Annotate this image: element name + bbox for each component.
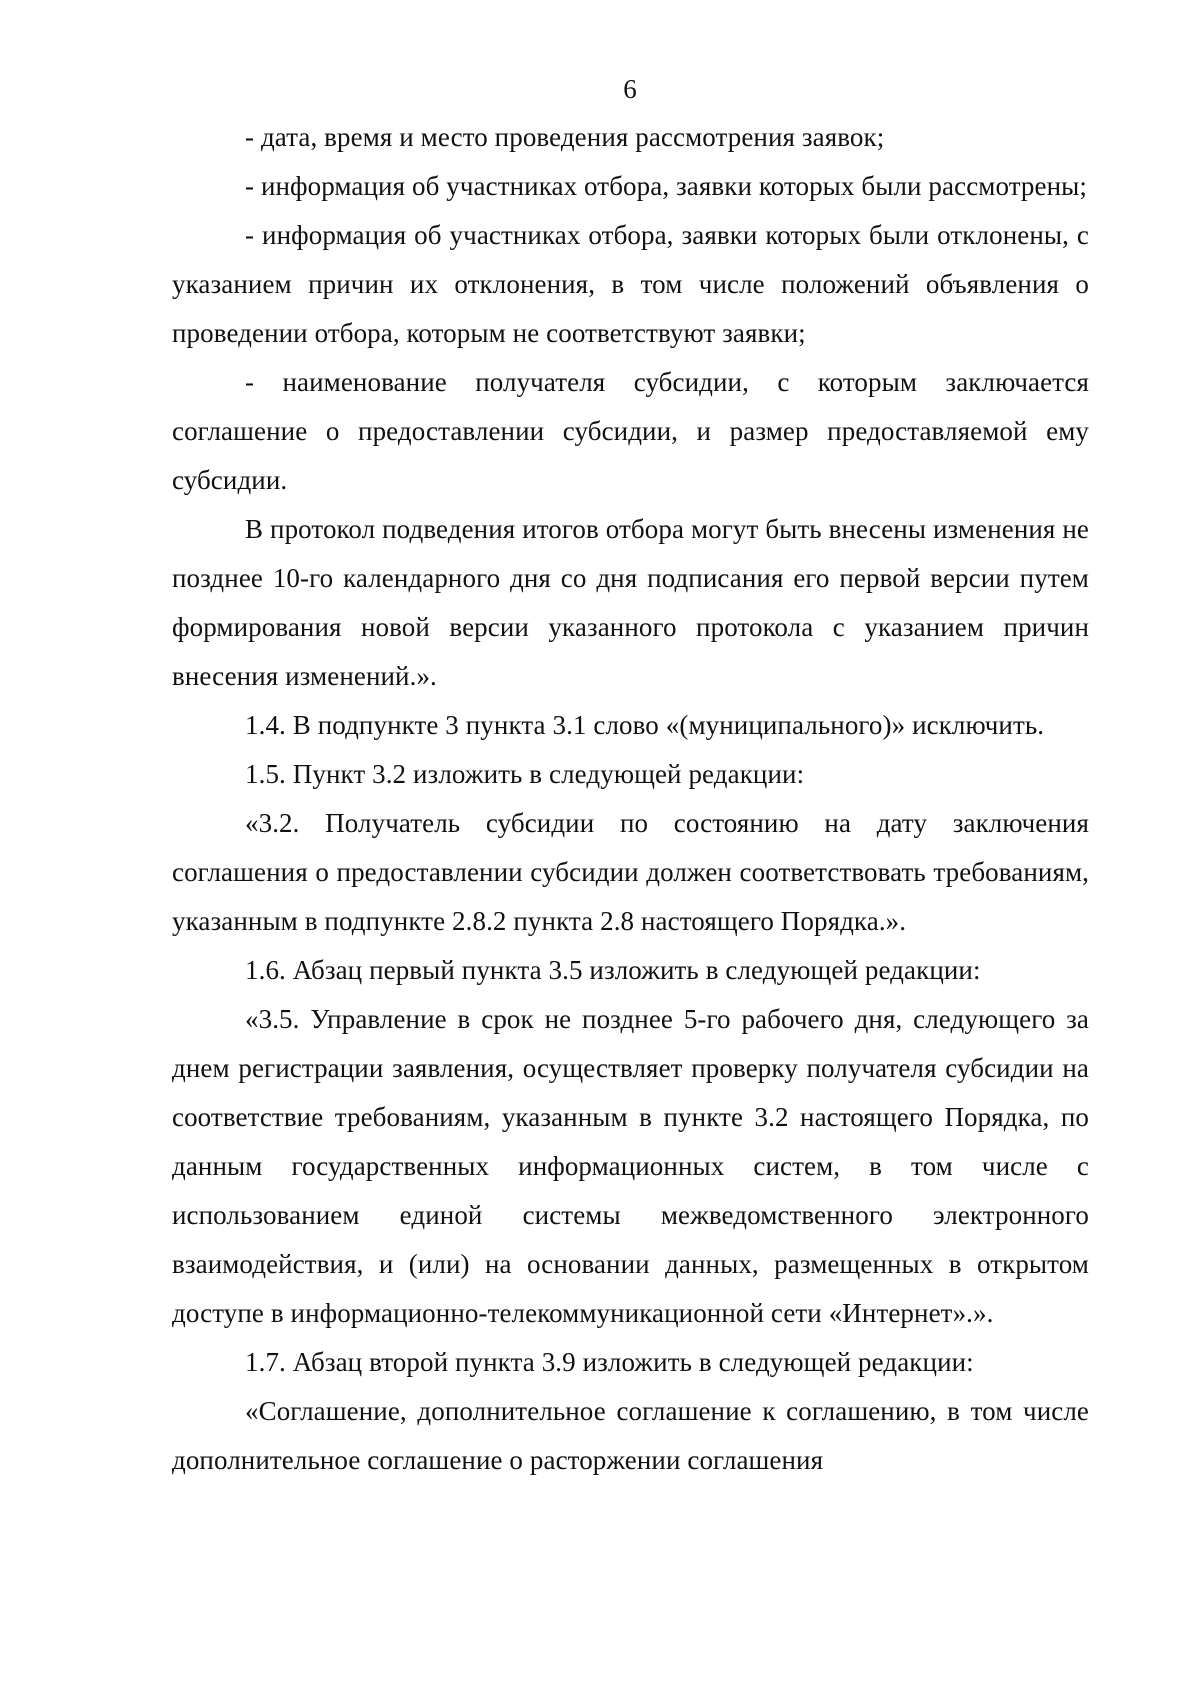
paragraph-11: 1.7. Абзац второй пункта 3.9 изложить в следующей редакции: <box>245 1347 974 1377</box>
paragraph-12: «Соглашение, дополнительное соглашение к соглашению, в том числе дополнительное соглашение о расторжении соглашения <box>172 1396 1089 1475</box>
paragraph-2: - информация об участниках отбора, заявки которых были рассмотрены; <box>245 171 1088 201</box>
paragraph-8: «3.2. Получатель субсидии по состоянию на дату заключения соглашения о предоставлении субсидии должен соответствовать требованиям, указанным в подпункте 2.8.2 пункта 2.8 настоящего Порядка.». <box>172 808 1089 936</box>
paragraph-1: - дата, время и место проведения рассмотрения заявок; <box>245 122 885 152</box>
page-number: 6 <box>623 74 637 104</box>
paragraph-7: 1.5. Пункт 3.2 изложить в следующей редакции: <box>245 759 805 789</box>
paragraph-3: - информация об участниках отбора, заявки которых были отклонены, с указанием причин их отклонения, в том числе положений объявления о проведении отбора, которым не соответствуют заявки; <box>172 220 1089 348</box>
paragraph-4: - наименование получателя субсидии, с которым заключается соглашение о предоставлении субсидии, и размер предоставляемой ему субсидии. <box>172 367 1089 495</box>
paragraph-6: 1.4. В подпункте 3 пункта 3.1 слово «(муниципального)» исключить. <box>245 710 1045 740</box>
paragraph-5: В протокол подведения итогов отбора могут быть внесены изменения не позднее 10-го календарного дня со дня подписания его первой версии путем формирования новой версии указанного протокола с указанием причин внесения изменений.». <box>172 514 1089 691</box>
paragraph-9: 1.6. Абзац первый пункта 3.5 изложить в следующей редакции: <box>245 955 981 985</box>
document-body <box>172 113 1089 1485</box>
paragraph-10: «3.5. Управление в срок не позднее 5-го рабочего дня, следующего за днем регистрации заявления, осуществляет проверку получателя субсидии на соответствие требованиям, указанным в пункте 3.2 настоящего Порядка, по данным государственных информационных систем, в том числе с использованием единой системы межведомственного электронного взаимодействия, и (или) на основании данных, размещенных в открытом доступе в информационно-телекоммуникационной сети «Интернет».». <box>172 1004 1089 1328</box>
